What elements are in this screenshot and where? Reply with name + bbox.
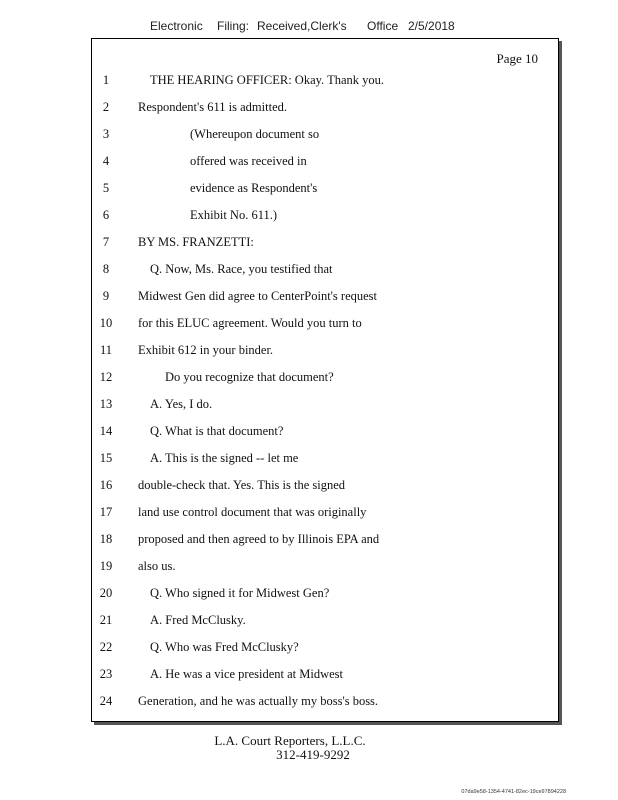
line-text: land use control document that was originally: [138, 505, 367, 519]
line-number: 10: [99, 316, 113, 330]
transcript-line: [92, 235, 532, 253]
line-text: Respondent's 611 is admitted.: [138, 100, 287, 114]
transcript-line: [92, 316, 532, 334]
transcript-line: [92, 667, 532, 685]
line-text: A. Yes, I do.: [150, 397, 213, 411]
line-number: 1: [102, 73, 110, 87]
line-number: 7: [102, 235, 110, 249]
line-number: 3: [102, 127, 110, 141]
transcript-line: [92, 127, 532, 145]
transcript-line: [92, 73, 532, 91]
transcript-line: [92, 289, 532, 307]
transcript-line: [92, 532, 532, 550]
line-number: 21: [99, 613, 113, 627]
line-number: 24: [99, 694, 113, 708]
line-text: double-check that. Yes. This is the signed: [138, 478, 346, 492]
line-number: 2: [102, 100, 110, 114]
transcript-line: [92, 451, 532, 469]
line-number: 6: [102, 208, 110, 222]
line-number: 8: [102, 262, 110, 276]
header-office: Office: [367, 19, 399, 33]
transcript-line: [92, 424, 532, 442]
line-text: Do you recognize that document?: [165, 370, 334, 384]
line-number: 20: [99, 586, 113, 600]
line-number: 14: [99, 424, 113, 438]
line-number: 17: [99, 505, 113, 519]
court-reporter-name: L.A. Court Reporters, L.L.C.: [214, 733, 366, 748]
line-text: for this ELUC agreement. Would you turn to: [138, 316, 362, 330]
page-number: Page 10: [496, 51, 538, 66]
line-number: 11: [99, 343, 113, 357]
line-text: Q. Who signed it for Midwest Gen?: [150, 586, 330, 600]
line-text: Q. Now, Ms. Race, you testified that: [150, 262, 333, 276]
line-text: Exhibit No. 611.): [190, 208, 278, 222]
transcript-line: [92, 343, 532, 361]
line-text: offered was received in: [190, 154, 307, 168]
transcript-line: [92, 505, 532, 523]
transcript-line: [92, 370, 532, 388]
line-text: also us.: [138, 559, 176, 573]
transcript-line: [92, 262, 532, 280]
court-reporter-phone: 312-419-9292: [276, 747, 350, 762]
transcript-page: [91, 38, 559, 722]
filing-stamp-header: [150, 19, 470, 37]
transcript-line: [92, 640, 532, 658]
line-text: Midwest Gen did agree to CenterPoint's request: [138, 289, 378, 303]
line-text: A. He was a vice president at Midwest: [150, 667, 343, 681]
transcript-line: [92, 208, 532, 226]
header-filing: Filing:: [217, 19, 250, 33]
line-text: (Whereupon document so: [190, 127, 320, 141]
transcript-line: [92, 559, 532, 577]
line-text: BY MS. FRANZETTI:: [138, 235, 254, 249]
line-number: 9: [102, 289, 110, 303]
transcript-line: [92, 586, 532, 604]
line-number: 16: [99, 478, 113, 492]
line-number: 12: [99, 370, 113, 384]
transcript-line: [92, 100, 532, 118]
transcript-line: [92, 154, 532, 172]
transcript-line: [92, 181, 532, 199]
transcript-line: [92, 478, 532, 496]
line-number: 13: [99, 397, 113, 411]
line-text: Q. Who was Fred McClusky?: [150, 640, 299, 654]
header-electronic: Electronic: [150, 19, 203, 33]
line-number: 18: [99, 532, 113, 546]
transcript-line: [92, 397, 532, 415]
line-number: 19: [99, 559, 113, 573]
transcript-line: [92, 694, 532, 712]
line-text: THE HEARING OFFICER: Okay. Thank you.: [150, 73, 385, 87]
line-text: evidence as Respondent's: [190, 181, 318, 195]
header-date: 2/5/2018: [408, 19, 455, 33]
line-text: proposed and then agreed to by Illinois EPA and: [138, 532, 380, 546]
line-number: 22: [99, 640, 113, 654]
line-number: 5: [102, 181, 110, 195]
line-text: Exhibit 612 in your binder.: [138, 343, 274, 357]
line-text: Generation, and he was actually my boss's boss.: [138, 694, 379, 708]
line-number: 4: [102, 154, 110, 168]
line-text: A. This is the signed -- let me: [150, 451, 299, 465]
line-text: Q. What is that document?: [150, 424, 284, 438]
line-number: 23: [99, 667, 113, 681]
line-number: 15: [99, 451, 113, 465]
header-received: Received,Clerk's: [257, 19, 347, 33]
line-text: A. Fred McClusky.: [150, 613, 246, 627]
transcript-line: [92, 613, 532, 631]
document-id: 07da9e58-1354-4741-82ec-19ce97894228: [461, 789, 566, 795]
